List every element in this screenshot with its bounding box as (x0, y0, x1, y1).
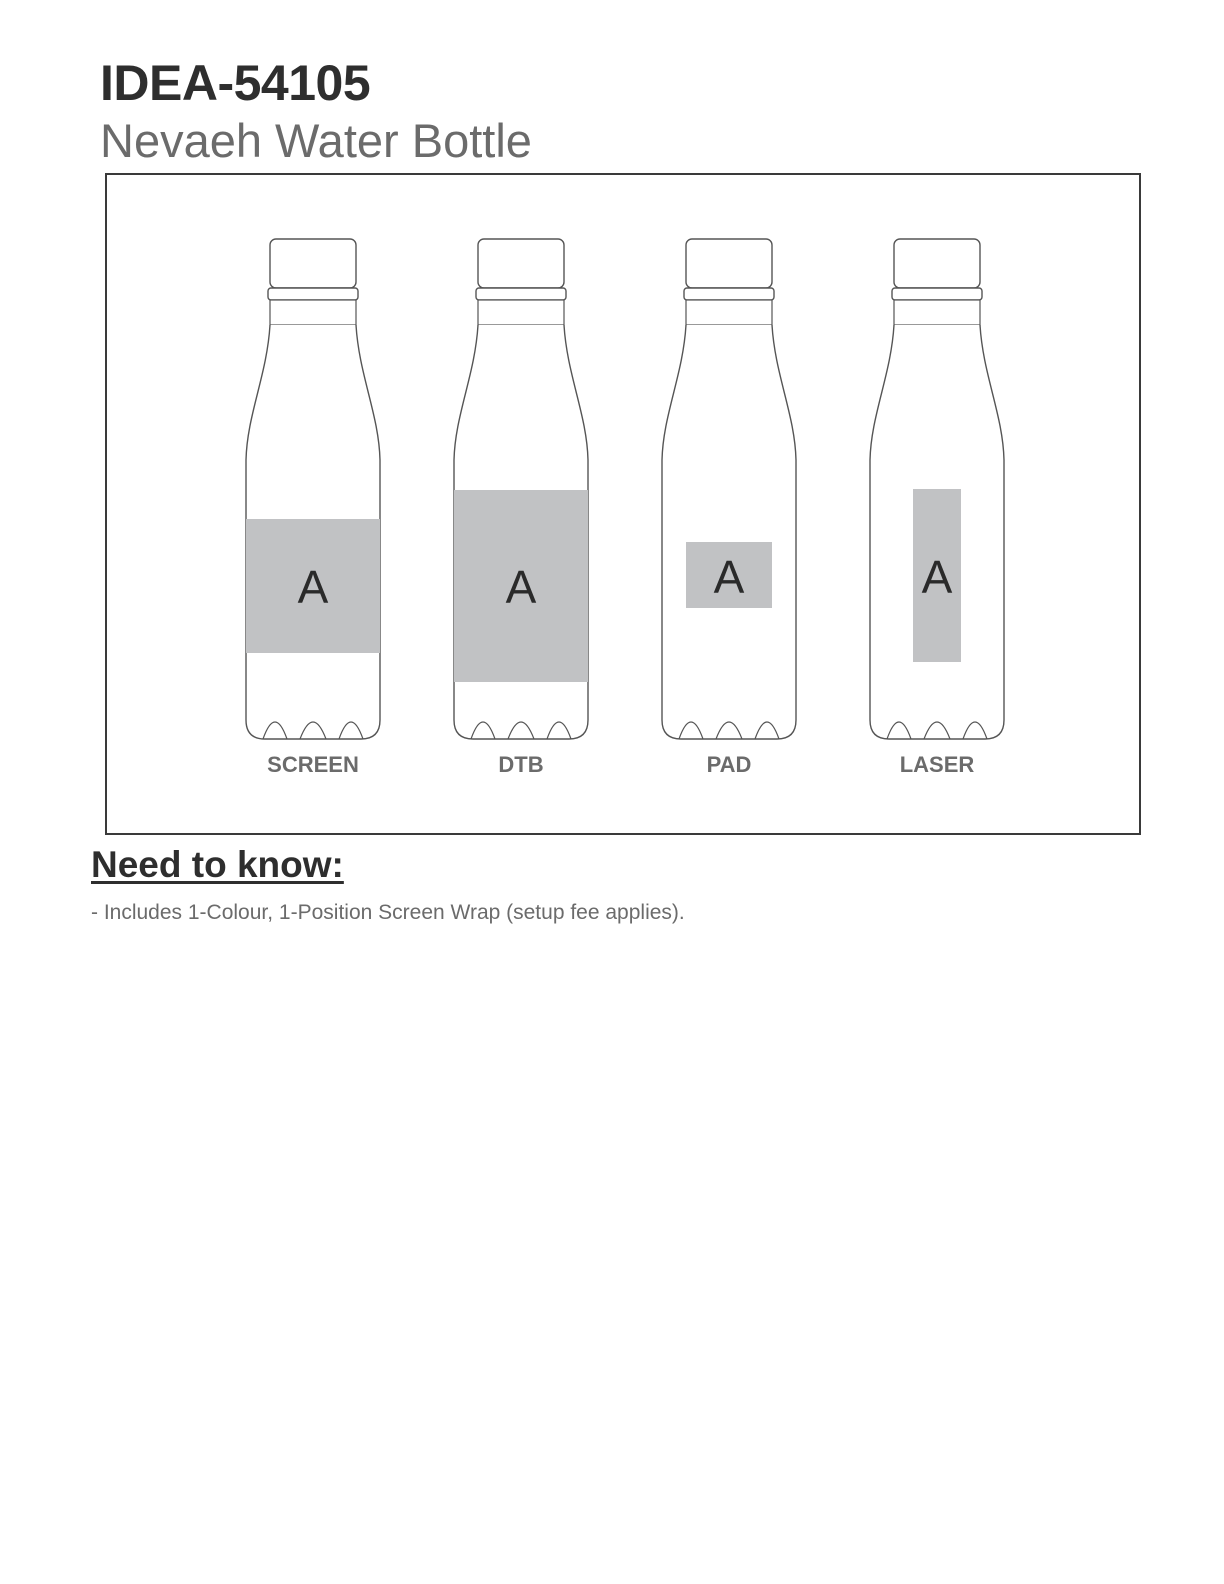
method-label-screen: SCREEN (267, 752, 359, 777)
method-label-laser: LASER (899, 752, 975, 777)
imprint-letter: A (297, 561, 329, 613)
method-label-dtb: DTB (498, 752, 544, 777)
method-label-pad: PAD (706, 752, 752, 777)
imprint-letter: A (713, 551, 745, 603)
bottle-illustrations (107, 175, 1139, 833)
need-to-know-heading: Need to know: (91, 844, 344, 885)
bottle-pad (662, 239, 796, 777)
bottle-screen (246, 239, 380, 777)
bottle-laser (870, 239, 1004, 777)
bottle-dtb (454, 239, 588, 777)
product-name: Nevaeh Water Bottle (100, 114, 532, 167)
product-code: IDEA-54105 (100, 55, 371, 111)
imprint-letter: A (921, 551, 953, 603)
imprint-methods-frame (105, 173, 1141, 835)
need-to-know-note: - Includes 1-Colour, 1-Position Screen Wrap (setup fee applies). (91, 901, 685, 924)
imprint-letter: A (505, 561, 537, 613)
